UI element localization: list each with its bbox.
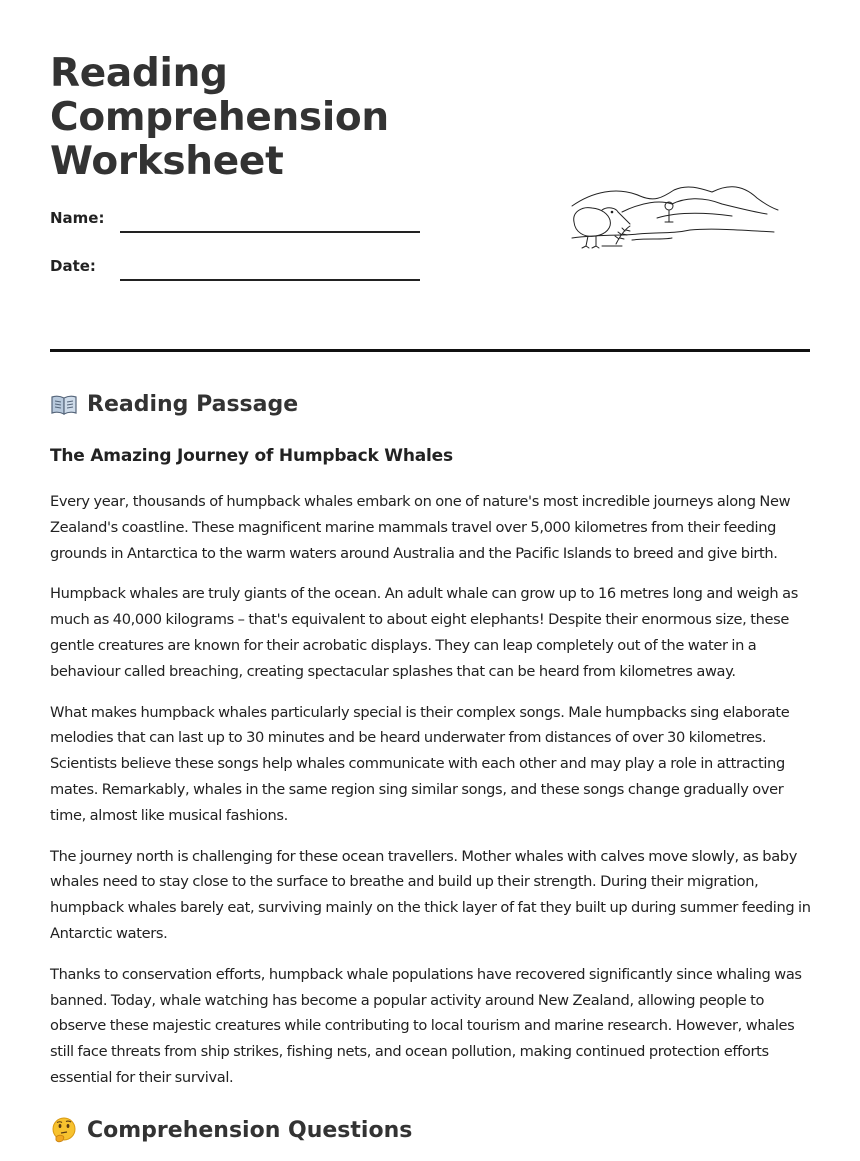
name-field-line[interactable]	[120, 231, 420, 233]
passage-paragraph: Thanks to conservation efforts, humpback whale populations have recovered significantly since whaling was banned. Today, whale watching has become a popular activity around New Zealand, allowing people to observe these majestic creatures while contributing to local tourism and marine research. However, whales still face threats from ship strikes, fishing nets, and ocean pollution, making continued protection efforts essential for their survival.	[50, 965, 802, 1086]
comprehension-questions-heading	[50, 1116, 412, 1144]
kiwi-landscape-illustration	[562, 178, 780, 252]
open-book-icon	[50, 390, 78, 418]
reading-passage	[50, 489, 814, 1106]
passage-paragraph: The journey north is challenging for these ocean travellers. Mother whales with calves move slowly, as baby whales need to stay close to the surface to breathe and build up their strength. During their migration, humpback whales barely eat, surviving mainly on the thick layer of fat they built up during summer feeding in Antarctic waters.	[50, 847, 811, 942]
date-field-line[interactable]	[120, 279, 420, 281]
passage-title: The Amazing Journey of Humpback Whales	[50, 446, 453, 466]
passage-paragraph: Every year, thousands of humpback whales embark on one of nature's most incredible journeys along New Zealand's coastline. These magnificent marine mammals travel over 5,000 kilometres from their feeding grounds in Antarctica to the warm waters around Australia and the Pacific Islands to breed and give birth.	[50, 493, 791, 562]
reading-passage-heading	[50, 390, 298, 418]
name-label: Name:	[50, 209, 105, 227]
comprehension-questions-heading-text: Comprehension Questions	[87, 1117, 413, 1143]
header-divider	[50, 349, 810, 352]
passage-paragraph: Humpback whales are truly giants of the ocean. An adult whale can grow up to 16 metres long and weigh as much as 40,000 kilograms – that's equivalent to about eight elephants! Despite their enormous size, these gentle creatures are known for their acrobatic displays. They can leap completely out of the water in a behaviour called breaching, creating spectacular splashes that can be heard from kilometres away.	[50, 585, 798, 680]
thinking-face-icon	[50, 1116, 78, 1144]
worksheet-title: Reading Comprehension Worksheet	[50, 51, 389, 184]
date-label: Date:	[50, 257, 96, 275]
reading-passage-heading-text: Reading Passage	[87, 391, 299, 417]
passage-paragraph: What makes humpback whales particularly special is their complex songs. Male humpbacks sing elaborate melodies that can last up to 30 minutes and be heard underwater from distances of over 30 kilometres. Scientists believe these songs help whales communicate with each other and may play a role in attracting mates. Remarkably, whales in the same region sing similar songs, and these songs change gradually over time, almost like musical fashions.	[50, 703, 790, 824]
